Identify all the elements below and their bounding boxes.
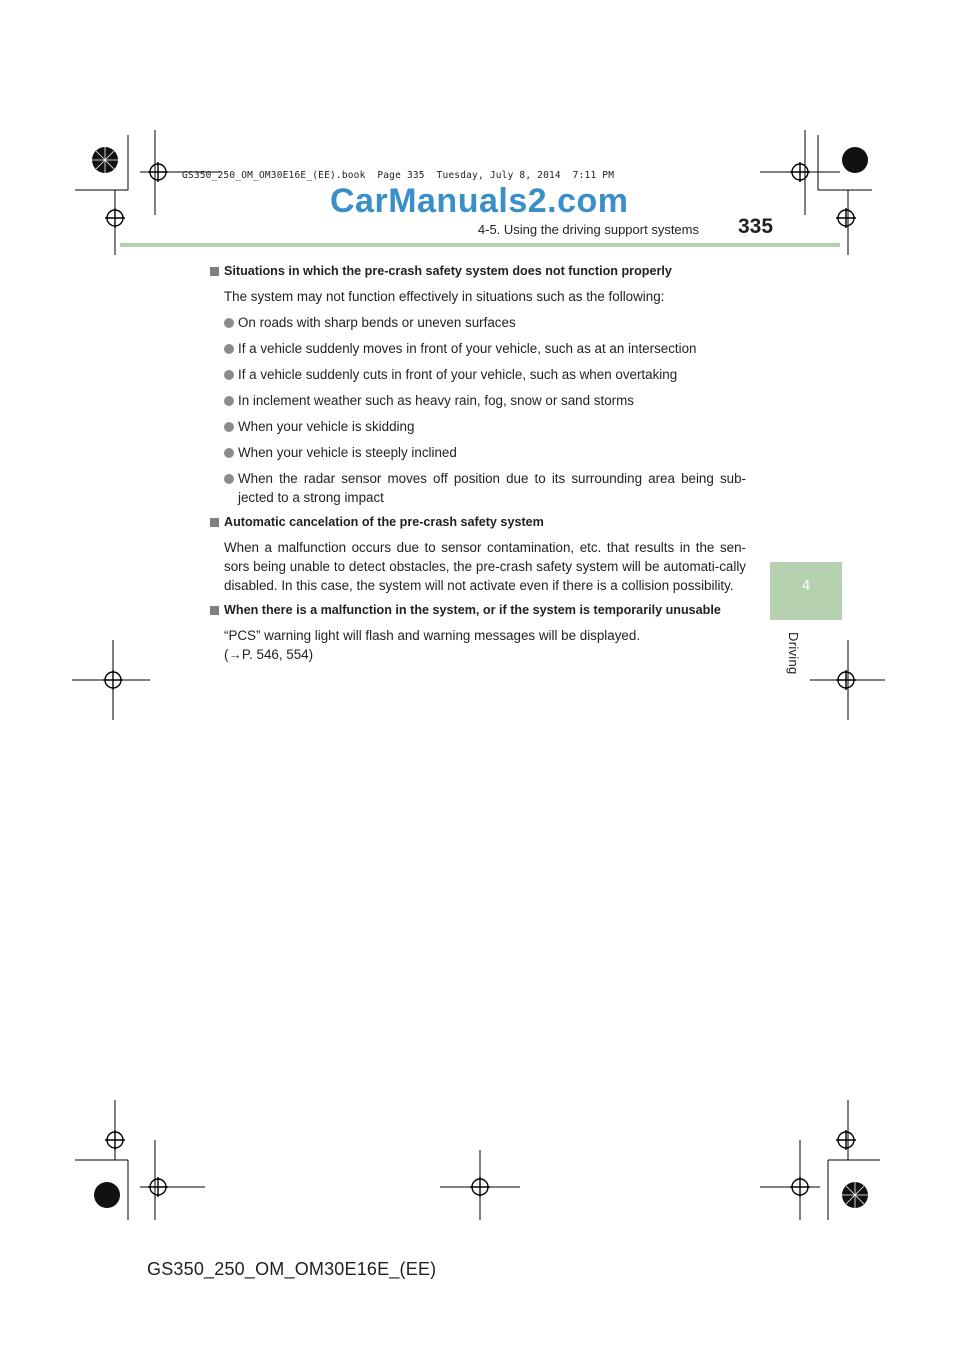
section-heading: [210, 513, 746, 532]
list-item-text: If a vehicle suddenly cuts in front of your vehicle, such as when overtaking: [238, 367, 678, 382]
bullet-dot-icon: [224, 422, 234, 432]
section-paragraph: When a malfunction occurs due to sensor contamination, etc. that results in the sen-sors being unable to detect obstacles, the pre-crash safety system will be automati-cally disabled. In this case, the system will not activate even if there is a collision possibility.: [224, 540, 746, 593]
paragraph-text: “PCS” warning light will flash and warning messages will be displayed.: [224, 628, 641, 643]
list-item: [210, 391, 746, 410]
footer-manual-code: GS350_250_OM_OM30E16E_(EE): [147, 1259, 437, 1279]
section-heading-text: When there is a malfunction in the system, or if the system is temporarily unusable: [224, 603, 721, 617]
list-item: [210, 313, 746, 332]
list-item: [210, 339, 746, 358]
square-bullet-icon: [210, 267, 219, 276]
list-item: [210, 365, 746, 384]
chapter-label-text: Driving: [786, 632, 801, 675]
page-content: [210, 256, 746, 664]
list-item-text: On roads with sharp bends or uneven surfaces: [238, 315, 516, 330]
book-info-line: GS350_250_OM_OM30E16E_(EE).book Page 335 Tuesday, July 8, 2014 7:11 PM: [182, 170, 615, 181]
list-item-text: When the radar sensor moves off position due to its surrounding area being sub-jected to a strong impact: [238, 471, 746, 505]
section-paragraph: [210, 626, 746, 664]
section-heading-text: Automatic cancelation of the pre-crash safety system: [224, 515, 544, 529]
bullet-dot-icon: [224, 448, 234, 458]
bullet-dot-icon: [224, 474, 234, 484]
section-heading: [210, 262, 746, 281]
section-paragraph: The system may not function effectively in situations such as the following:: [224, 289, 665, 304]
chapter-label: [784, 632, 804, 692]
list-item: [210, 443, 746, 462]
list-item-text: When your vehicle is skidding: [238, 419, 415, 434]
watermark-logo[interactable]: CarManuals2.com: [330, 182, 629, 220]
list-item-text: When your vehicle is steeply inclined: [238, 445, 457, 460]
section-heading: [210, 601, 746, 620]
chapter-number: 4: [801, 577, 811, 594]
list-item-text: In inclement weather such as heavy rain, fog, snow or sand storms: [238, 393, 634, 408]
square-bullet-icon: [210, 518, 219, 527]
bullet-dot-icon: [224, 318, 234, 328]
chapter-tab: [770, 562, 842, 620]
bullet-dot-icon: [224, 344, 234, 354]
page-number: 335: [738, 215, 774, 238]
bullet-dot-icon: [224, 396, 234, 406]
list-item: [210, 469, 746, 507]
section-heading-text: Situations in which the pre-crash safety system does not function properly: [224, 264, 672, 278]
header-rule: [120, 243, 840, 247]
page-reference-link[interactable]: (→P. 546, 554): [224, 647, 314, 662]
list-item: [210, 417, 746, 436]
square-bullet-icon: [210, 606, 219, 615]
list-item-text: If a vehicle suddenly moves in front of your vehicle, such as at an intersection: [238, 341, 697, 356]
section-header-title: 4-5. Using the driving support systems: [477, 222, 699, 237]
bullet-dot-icon: [224, 370, 234, 380]
